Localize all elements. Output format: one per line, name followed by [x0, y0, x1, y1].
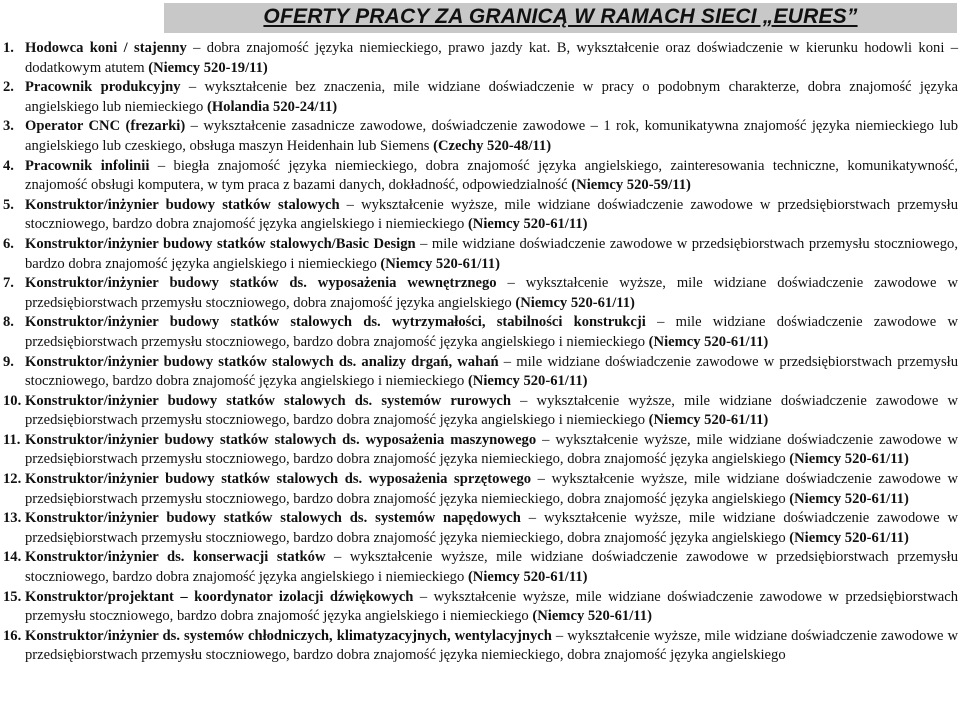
job-title: Konstruktor/inżynier budowy statków stalowych ds. wytrzymałości, stabilności konstrukcji	[25, 314, 646, 331]
item-number: 3.	[3, 118, 14, 135]
job-title: Hodowca koni / stajenny	[25, 40, 187, 56]
job-title: Konstruktor/inżynier budowy statków stalowych	[25, 196, 340, 213]
item-number: 11.	[3, 431, 21, 448]
job-title: Konstruktor/inżynier budowy statków stalowych/Basic Design	[25, 235, 416, 252]
separator-dash: –	[520, 510, 544, 527]
separator-dash: –	[536, 431, 556, 448]
offer-reference: (Niemcy 520-61/11)	[467, 373, 588, 390]
offer-reference: (Niemcy 520-61/11)	[648, 333, 769, 350]
offer-reference: (Niemcy 520-61/11)	[789, 451, 909, 468]
job-requirements: wykształcenie wyższe, mile widziane doświadczenie zawodowe w przedsiębiorstwach przemysłu stoczniowego, bardzo dobra znajomość języka angielskiego i niemieckiego	[25, 588, 958, 625]
job-requirements: mile widziane doświadczenie zawodowe w przedsiębiorstwach przemysłu stoczniowego, bardzo dobra znajomość języka angielskiego i niemieckiego	[25, 314, 959, 350]
job-offer-item	[0, 548, 960, 587]
item-number: 2.	[3, 79, 14, 96]
job-offer-item	[0, 274, 960, 313]
offer-reference: (Niemcy 520-61/11)	[648, 412, 769, 429]
job-requirements: wykształcenie zasadnicze zawodowe, doświadczenie zawodowe – 1 rok, komunikatywna znajomość języka niemieckiego lub angielskiego lub czeskiego, obsługa maszyn Heidenhain lub Siemens	[25, 118, 958, 154]
job-requirements: wykształcenie wyższe, mile widziane doświadczenie zawodowe w przedsiębiorstwach przemysłu stoczniowego, dobra znajomość języka angielskiego	[25, 275, 958, 311]
job-requirements: wykształcenie wyższe, mile widziane doświadczenie zawodowe w przedsiębiorstwach przemysłu stoczniowego, bardzo dobra znajomość języka niemieckiego, dobra znajomość języka angielskiego	[25, 471, 958, 507]
job-title: Konstruktor/inżynier budowy statków stalowych ds. wyposażenia sprzętowego	[25, 471, 532, 488]
separator-dash: –	[180, 79, 205, 96]
job-requirements: wykształcenie wyższe, mile widziane doświadczenie zawodowe w przedsiębiorstwach przemysłu stoczniowego, bardzo dobra znajomość języka angielskiego i niemieckiego	[25, 392, 958, 429]
item-number: 8.	[3, 314, 14, 331]
separator-dash: –	[186, 40, 207, 56]
job-title: Pracownik infolinii	[25, 157, 150, 174]
separator-dash: –	[498, 353, 517, 370]
job-offer-item	[0, 392, 960, 431]
job-offer-item	[0, 157, 960, 196]
title-banner	[164, 3, 957, 33]
job-title: Konstruktor/inżynier budowy statków ds. wyposażenia wewnętrznego	[25, 275, 497, 292]
separator-dash: –	[531, 471, 552, 488]
offer-reference: (Niemcy 520-19/11)	[148, 59, 268, 76]
job-title: Operator CNC (frezarki)	[25, 118, 186, 135]
job-title: Konstruktor/inżynier budowy statków stalowych ds. systemów rurowych	[25, 392, 511, 409]
job-requirements: wykształcenie wyższe, mile widziane doświadczenie zawodowe w przedsiębiorstwach przemysłu stoczniowego, bardzo dobra znajomość języka angielskiego i niemieckiego	[25, 549, 959, 586]
job-title: Konstruktor/inżynier budowy statków stalowych ds. analizy drgań, wahań	[25, 353, 499, 370]
separator-dash: –	[149, 157, 174, 174]
job-requirements: wykształcenie wyższe, mile widziane doświadczenie zawodowe w przedsiębiorstwach przemysłu stoczniowego, bardzo dobra znajomość języka niemieckiego, dobra znajomość języka angielskiego	[25, 431, 959, 468]
job-requirements: dobra znajomość języka niemieckiego, prawo jazdy kat. B, wykształcenie oraz doświadczenie w kierunku hodowli koni – dodatkowym atutem	[25, 40, 959, 76]
job-title: Konstruktor/projektant – koordynator izolacji dźwiękowych	[25, 588, 414, 605]
item-number: 10.	[3, 392, 22, 409]
item-number: 6.	[3, 235, 14, 252]
offer-reference: (Niemcy 520-61/11)	[789, 529, 909, 546]
offer-reference: (Niemcy 520-61/11)	[515, 294, 635, 311]
job-offer-item	[0, 627, 960, 666]
separator-dash: –	[496, 275, 526, 292]
offer-reference: (Czechy 520-48/11)	[433, 137, 552, 154]
job-offer-item	[0, 353, 960, 392]
job-offer-item	[0, 431, 960, 470]
job-offer-item	[0, 235, 960, 274]
job-title: Konstruktor/inżynier budowy statków stalowych ds. wyposażenia maszynowego	[25, 431, 537, 448]
separator-dash: –	[325, 549, 350, 566]
job-offer-item	[0, 588, 960, 627]
job-offer-item	[0, 313, 960, 352]
job-offer-item	[0, 39, 960, 78]
offer-reference: (Holandia 520-24/11)	[206, 98, 338, 115]
job-requirements: wykształcenie wyższe, mile widziane doświadczenie zawodowe w przedsiębiorstwach przemysłu stoczniowego, bardzo dobra znajomość języka niemieckiego, dobra znajomość języka angielskiego	[25, 627, 959, 664]
job-offer-list	[0, 39, 960, 666]
separator-dash: –	[185, 118, 204, 135]
job-requirements: mile widziane doświadczenie zawodowe w przedsiębiorstwach przemysłu stoczniowego, bardzo dobra znajomość języka angielskiego i niemieckiego	[25, 235, 958, 272]
item-number: 4.	[3, 157, 14, 174]
offer-reference: (Niemcy 520-59/11)	[571, 177, 691, 194]
item-number: 5.	[3, 196, 14, 213]
offer-reference: (Niemcy 520-61/11)	[467, 216, 588, 233]
separator-dash: –	[413, 588, 434, 605]
offer-reference: (Niemcy 520-61/11)	[467, 569, 588, 586]
job-title: Pracownik produkcyjny	[25, 79, 181, 96]
separator-dash: –	[551, 627, 568, 644]
separator-dash: –	[415, 235, 432, 252]
offer-reference: (Niemcy 520-61/11)	[532, 608, 652, 625]
item-number: 9.	[3, 353, 14, 370]
job-requirements: wykształcenie wyższe, mile widziane doświadczenie zawodowe w przedsiębiorstwach przemysłu stoczniowego, bardzo dobra znajomość języka angielskiego i niemieckiego	[25, 196, 959, 233]
job-title: Konstruktor/inżynier ds. konserwacji statków	[25, 549, 326, 566]
job-offer-item	[0, 117, 960, 156]
item-number: 16.	[3, 627, 22, 644]
job-offer-item	[0, 470, 960, 509]
item-number: 7.	[3, 275, 14, 292]
item-number: 13.	[3, 510, 22, 527]
separator-dash: –	[510, 392, 537, 409]
job-title: Konstruktor/inżynier ds. systemów chłodniczych, klimatyzacyjnych, wentylacyjnych	[25, 627, 552, 644]
job-offer-item	[0, 509, 960, 548]
job-requirements: biegła znajomość języka niemieckiego, dobra znajomość języka angielskiego, zainteresowania techniczne, komunikatywność, znajomość obsługi komputera, w tym praca z bazami danych, dokładność, odpowiedzialność	[25, 157, 959, 194]
separator-dash: –	[645, 314, 676, 331]
separator-dash: –	[339, 196, 362, 213]
page-title: OFERTY PRACY ZA GRANICĄ W RAMACH SIECI „EURES”	[263, 5, 858, 28]
job-offer-item	[0, 196, 960, 235]
offer-reference: (Niemcy 520-61/11)	[789, 490, 909, 507]
job-requirements: wykształcenie wyższe, mile widziane doświadczenie zawodowe w przedsiębiorstwach przemysłu stoczniowego, bardzo dobra znajomość języka niemieckiego, dobra znajomość języka angielskiego	[25, 510, 958, 546]
job-title: Konstruktor/inżynier budowy statków stalowych ds. systemów napędowych	[25, 510, 521, 527]
item-number: 15.	[3, 588, 22, 605]
job-offer-item	[0, 78, 960, 117]
offer-reference: (Niemcy 520-61/11)	[380, 255, 500, 272]
item-number: 12.	[3, 471, 22, 488]
job-requirements: wykształcenie bez znaczenia, mile widziane doświadczenie w pracy o podobnym charakterze, dobra znajomość języka angielskiego lub niemieckiego	[25, 79, 959, 115]
item-number: 14.	[3, 549, 22, 566]
job-requirements: mile widziane doświadczenie zawodowe w przedsiębiorstwach przemysłu stoczniowego, bardzo dobra znajomość języka angielskiego i niemieckiego	[25, 353, 959, 390]
item-number: 1.	[3, 40, 14, 56]
